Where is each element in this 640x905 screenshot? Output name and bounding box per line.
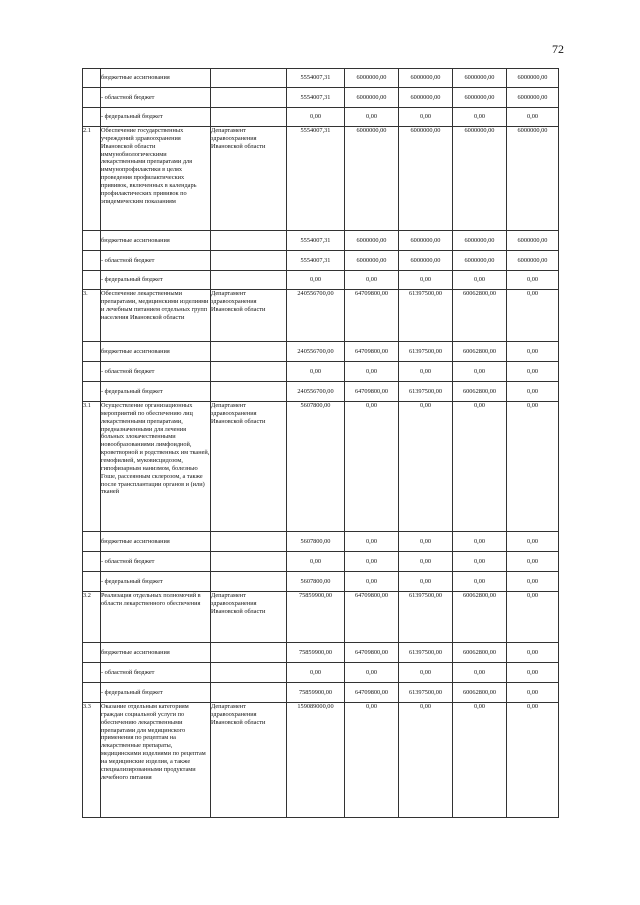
responsible-cell — [211, 231, 287, 251]
responsible-cell: Департамент здравоохранения Ивановской области — [211, 127, 287, 231]
value-cell: 0,00 — [507, 108, 559, 127]
value-cell: 240556700,00 — [287, 382, 345, 402]
row-name-cell: Реализация отдельных полномочий в области лекарственного обеспечения — [101, 592, 211, 643]
value-cell: 0,00 — [399, 402, 453, 532]
table-row-budget — [83, 572, 559, 592]
value-cell: 240556700,00 — [287, 290, 345, 342]
row-number-cell: 3.2 — [83, 592, 101, 643]
table-row-item — [83, 127, 559, 231]
value-cell: 61397500,00 — [399, 592, 453, 643]
value-cell: 0,00 — [507, 683, 559, 703]
row-number-cell — [83, 683, 101, 703]
row-name-cell: - областной бюджет — [101, 88, 211, 108]
responsible-cell — [211, 69, 287, 88]
value-cell: 5554007,31 — [287, 251, 345, 271]
row-number-cell — [83, 69, 101, 88]
row-number-cell — [83, 572, 101, 592]
table-row-budget — [83, 663, 559, 683]
row-number-cell — [83, 643, 101, 663]
value-cell: 61397500,00 — [399, 290, 453, 342]
page-number: 72 — [552, 42, 564, 56]
row-name-cell: - федеральный бюджет — [101, 382, 211, 402]
value-cell: 5607800,00 — [287, 402, 345, 532]
value-cell: 0,00 — [287, 108, 345, 127]
value-cell: 0,00 — [507, 532, 559, 552]
value-cell: 60062800,00 — [453, 382, 507, 402]
value-cell: 0,00 — [287, 271, 345, 290]
table-row-budget — [83, 251, 559, 271]
responsible-cell — [211, 532, 287, 552]
value-cell: 6000000,00 — [507, 251, 559, 271]
value-cell: 6000000,00 — [345, 88, 399, 108]
value-cell: 0,00 — [345, 572, 399, 592]
value-cell: 61397500,00 — [399, 382, 453, 402]
row-number-cell — [83, 231, 101, 251]
value-cell: 6000000,00 — [399, 231, 453, 251]
row-number-cell: 3.3 — [83, 703, 101, 818]
value-cell: 0,00 — [399, 572, 453, 592]
value-cell: 0,00 — [507, 382, 559, 402]
value-cell: 0,00 — [507, 290, 559, 342]
value-cell: 6000000,00 — [453, 69, 507, 88]
value-cell: 0,00 — [507, 271, 559, 290]
value-cell: 0,00 — [453, 552, 507, 572]
value-cell: 6000000,00 — [399, 88, 453, 108]
value-cell: 0,00 — [287, 362, 345, 382]
responsible-cell — [211, 683, 287, 703]
row-name-cell: - федеральный бюджет — [101, 683, 211, 703]
responsible-cell: Департамент здравоохранения Ивановской области — [211, 402, 287, 532]
table-row-budget — [83, 69, 559, 88]
row-name-cell: Обеспечение государственных учреждений здравоохранения Ивановской области иммунобиологическими лекарственными препаратами для иммунопрофилактики в целях проведения профилактических прививок, включенных в календарь профилактических прививок по эпидемическим показаниям — [101, 127, 211, 231]
value-cell: 61397500,00 — [399, 342, 453, 362]
value-cell: 0,00 — [399, 552, 453, 572]
value-cell: 6000000,00 — [453, 251, 507, 271]
value-cell: 6000000,00 — [345, 251, 399, 271]
row-number-cell: 2.1 — [83, 127, 101, 231]
value-cell: 75859900,00 — [287, 683, 345, 703]
responsible-cell — [211, 643, 287, 663]
value-cell: 6000000,00 — [507, 127, 559, 231]
row-number-cell — [83, 382, 101, 402]
value-cell: 6000000,00 — [399, 127, 453, 231]
value-cell: 6000000,00 — [399, 69, 453, 88]
value-cell: 5554007,31 — [287, 69, 345, 88]
value-cell: 0,00 — [399, 663, 453, 683]
value-cell: 60062800,00 — [453, 342, 507, 362]
table-row-budget — [83, 271, 559, 290]
value-cell: 64709800,00 — [345, 643, 399, 663]
value-cell: 240556700,00 — [287, 342, 345, 362]
value-cell: 0,00 — [345, 532, 399, 552]
value-cell: 0,00 — [399, 362, 453, 382]
value-cell: 0,00 — [399, 532, 453, 552]
value-cell: 0,00 — [453, 572, 507, 592]
value-cell: 6000000,00 — [345, 69, 399, 88]
value-cell: 75859900,00 — [287, 592, 345, 643]
responsible-cell — [211, 382, 287, 402]
table-row-budget — [83, 88, 559, 108]
value-cell: 64709800,00 — [345, 342, 399, 362]
value-cell: 64709800,00 — [345, 592, 399, 643]
row-number-cell — [83, 88, 101, 108]
value-cell: 0,00 — [507, 552, 559, 572]
table-row-item — [83, 592, 559, 643]
value-cell: 6000000,00 — [345, 127, 399, 231]
row-name-cell: Обеспечение лекарственными препаратами, медицинскими изделиями и лечебным питанием отдельных групп населения Ивановской области — [101, 290, 211, 342]
value-cell: 5607800,00 — [287, 572, 345, 592]
table-row-budget — [83, 643, 559, 663]
responsible-cell — [211, 663, 287, 683]
row-number-cell — [83, 663, 101, 683]
value-cell: 60062800,00 — [453, 683, 507, 703]
row-name-cell: бюджетные ассигнования — [101, 532, 211, 552]
table-row-budget — [83, 362, 559, 382]
value-cell: 0,00 — [399, 108, 453, 127]
value-cell: 0,00 — [345, 271, 399, 290]
value-cell: 61397500,00 — [399, 643, 453, 663]
row-number-cell — [83, 532, 101, 552]
value-cell: 0,00 — [345, 663, 399, 683]
row-name-cell: бюджетные ассигнования — [101, 342, 211, 362]
value-cell: 0,00 — [453, 402, 507, 532]
value-cell: 5554007,31 — [287, 88, 345, 108]
value-cell: 0,00 — [507, 362, 559, 382]
table-row-item — [83, 703, 559, 818]
value-cell: 0,00 — [345, 362, 399, 382]
value-cell: 0,00 — [507, 342, 559, 362]
value-cell: 5554007,31 — [287, 127, 345, 231]
row-name-cell: бюджетные ассигнования — [101, 643, 211, 663]
value-cell: 0,00 — [507, 402, 559, 532]
responsible-cell — [211, 362, 287, 382]
value-cell: 5554007,31 — [287, 231, 345, 251]
value-cell: 0,00 — [507, 572, 559, 592]
row-name-cell: бюджетные ассигнования — [101, 69, 211, 88]
value-cell: 60062800,00 — [453, 643, 507, 663]
value-cell: 0,00 — [453, 663, 507, 683]
value-cell: 159089000,00 — [287, 703, 345, 818]
value-cell: 5607800,00 — [287, 532, 345, 552]
value-cell: 6000000,00 — [507, 231, 559, 251]
table-row-budget — [83, 342, 559, 362]
value-cell: 0,00 — [345, 703, 399, 818]
value-cell: 0,00 — [507, 703, 559, 818]
row-number-cell — [83, 271, 101, 290]
value-cell: 6000000,00 — [345, 231, 399, 251]
value-cell: 0,00 — [287, 552, 345, 572]
responsible-cell — [211, 552, 287, 572]
value-cell: 64709800,00 — [345, 290, 399, 342]
value-cell: 0,00 — [453, 362, 507, 382]
row-name-cell: - федеральный бюджет — [101, 572, 211, 592]
row-name-cell: - областной бюджет — [101, 251, 211, 271]
value-cell: 6000000,00 — [453, 231, 507, 251]
table-row-item — [83, 402, 559, 532]
value-cell: 6000000,00 — [399, 251, 453, 271]
value-cell: 0,00 — [399, 703, 453, 818]
responsible-cell — [211, 108, 287, 127]
row-name-cell: - областной бюджет — [101, 552, 211, 572]
responsible-cell: Департамент здравоохранения Ивановской области — [211, 290, 287, 342]
budget-table — [82, 68, 559, 818]
row-name-cell: - федеральный бюджет — [101, 108, 211, 127]
table-row-budget — [83, 532, 559, 552]
row-number-cell — [83, 552, 101, 572]
row-name-cell: бюджетные ассигнования — [101, 231, 211, 251]
table-row-budget — [83, 382, 559, 402]
value-cell: 75859900,00 — [287, 643, 345, 663]
row-name-cell: Осуществление организационных мероприятий по обеспечению лиц лекарственными препаратами, предназначенными для лечения больных злокачественными новообразованиями лимфоидной, кроветворной и родственных им тканей, гемофилией, муковисцидозом, гипофизарным нанизмом, болезнью Гоше, рассеянным склерозом, а также после трансплантации органов и (или) тканей — [101, 402, 211, 532]
value-cell: 64709800,00 — [345, 382, 399, 402]
value-cell: 0,00 — [507, 663, 559, 683]
row-name-cell: Оказание отдельным категориям граждан социальной услуги по обеспечению лекарственными препаратами для медицинского применения по рецептам на лекарственные препараты, медицинскими изделиями по рецептам на медицинские изделия, а также специализированными продуктами лечебного питания — [101, 703, 211, 818]
row-number-cell — [83, 251, 101, 271]
responsible-cell — [211, 342, 287, 362]
value-cell: 0,00 — [453, 271, 507, 290]
row-name-cell: - федеральный бюджет — [101, 271, 211, 290]
table-row-budget — [83, 108, 559, 127]
row-number-cell: 3.1 — [83, 402, 101, 532]
table-row-budget — [83, 683, 559, 703]
value-cell: 6000000,00 — [453, 88, 507, 108]
value-cell: 6000000,00 — [507, 69, 559, 88]
value-cell: 0,00 — [507, 592, 559, 643]
value-cell: 0,00 — [399, 271, 453, 290]
row-number-cell: 3. — [83, 290, 101, 342]
value-cell: 60062800,00 — [453, 290, 507, 342]
value-cell: 0,00 — [507, 643, 559, 663]
responsible-cell — [211, 572, 287, 592]
value-cell: 61397500,00 — [399, 683, 453, 703]
row-number-cell — [83, 108, 101, 127]
value-cell: 0,00 — [287, 663, 345, 683]
responsible-cell — [211, 88, 287, 108]
value-cell: 0,00 — [345, 552, 399, 572]
value-cell: 6000000,00 — [453, 127, 507, 231]
value-cell: 0,00 — [453, 108, 507, 127]
value-cell: 0,00 — [453, 532, 507, 552]
value-cell: 0,00 — [345, 402, 399, 532]
row-name-cell: - областной бюджет — [101, 663, 211, 683]
table-row-item — [83, 290, 559, 342]
responsible-cell — [211, 251, 287, 271]
value-cell: 0,00 — [453, 703, 507, 818]
row-number-cell — [83, 362, 101, 382]
responsible-cell — [211, 271, 287, 290]
value-cell: 60062800,00 — [453, 592, 507, 643]
responsible-cell: Департамент здравоохранения Ивановской области — [211, 703, 287, 818]
responsible-cell: Департамент здравоохранения Ивановской области — [211, 592, 287, 643]
table-row-budget — [83, 552, 559, 572]
row-name-cell: - областной бюджет — [101, 362, 211, 382]
value-cell: 6000000,00 — [507, 88, 559, 108]
table-row-budget — [83, 231, 559, 251]
row-number-cell — [83, 342, 101, 362]
value-cell: 64709800,00 — [345, 683, 399, 703]
value-cell: 0,00 — [345, 108, 399, 127]
